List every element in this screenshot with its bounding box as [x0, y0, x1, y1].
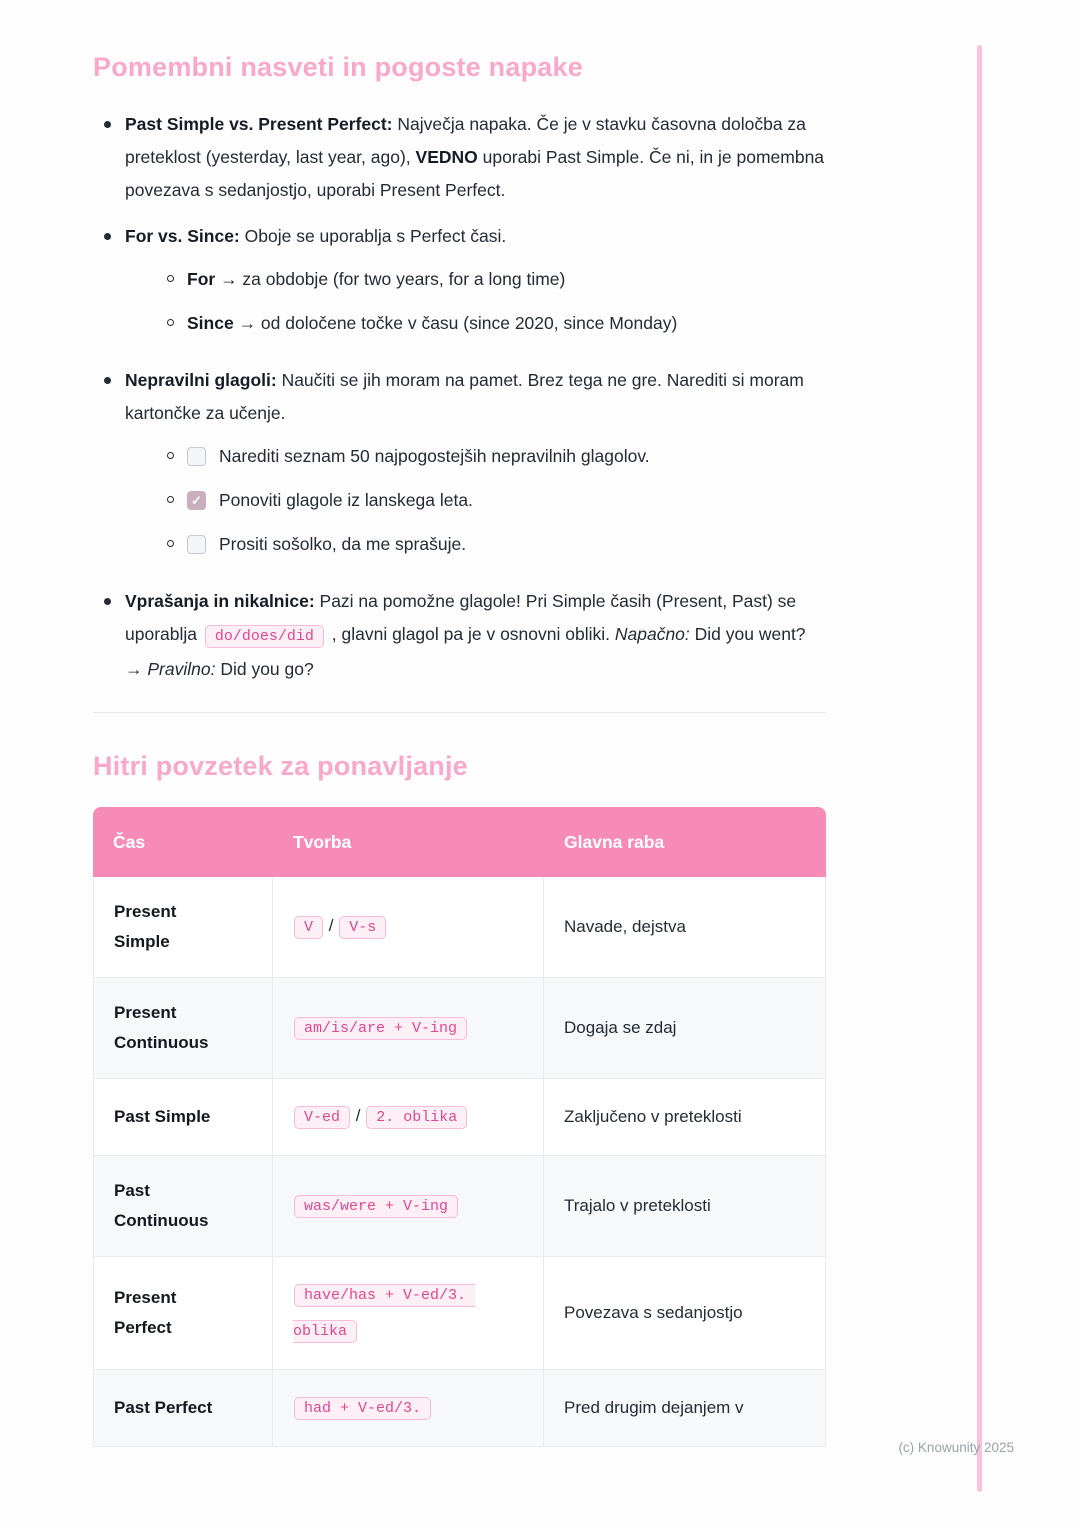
summary-table — [93, 807, 826, 1447]
bullet-disc-icon — [104, 121, 111, 128]
todo-checkbox[interactable] — [187, 535, 206, 554]
inline-code: V-s — [339, 916, 386, 939]
cell-form — [273, 877, 544, 978]
text-segment: Narediti seznam 50 najpogostejših nepravilnih glagolov. — [219, 446, 650, 466]
text-segment: Oboje se uporablja s Perfect časi. — [239, 226, 507, 246]
inline-code: do/does/did — [205, 625, 324, 648]
text-segment: For vs. Since: — [125, 226, 240, 246]
cell-usage: Dogaja se zdaj — [544, 978, 826, 1079]
todo-checkbox[interactable] — [187, 447, 206, 466]
text-segment: Ponoviti glagole iz lanskega leta. — [219, 490, 473, 510]
text-segment: Past Simple vs. Present Perfect: — [125, 114, 393, 134]
list-item-text — [125, 585, 826, 686]
list-item-text — [125, 108, 826, 207]
table-header-row — [93, 807, 826, 877]
sub-list-item — [157, 263, 826, 296]
table-row — [93, 1156, 826, 1257]
cell-tense: Present Continuous — [93, 978, 273, 1079]
list-item — [93, 585, 826, 686]
text-segment: Did you went? → — [125, 624, 806, 679]
section-title-summary: Hitri povzetek za ponavljanje — [93, 751, 468, 781]
text-segment: / — [324, 916, 339, 935]
inline-code: have/has + V-ed/3. oblika — [293, 1284, 475, 1343]
table-row — [93, 1079, 826, 1156]
section-divider — [93, 712, 826, 713]
text-segment: Prositi sošolko, da me sprašuje. — [219, 534, 467, 554]
bullet-circle-icon — [167, 275, 174, 282]
todo-item — [157, 484, 826, 517]
cell-tense: Past Perfect — [93, 1370, 273, 1447]
text-segment: Pazi na pomožne glagole! Pri Simple časih (Present, Past) se uporablja — [125, 591, 797, 644]
cell-tense: Present Perfect — [93, 1257, 273, 1370]
sub-list-item — [157, 307, 826, 340]
cell-usage: Trajalo v preteklosti — [544, 1156, 826, 1257]
bullet-disc-icon — [104, 377, 111, 384]
cell-form — [273, 1079, 544, 1156]
inline-code: 2. oblika — [366, 1106, 467, 1129]
bullet-circle-icon — [167, 319, 174, 326]
document-content — [93, 50, 826, 1447]
list-item-body — [125, 585, 826, 686]
todo-item — [157, 528, 826, 561]
text-segment: → za obdobje (for two years, for a long time) — [215, 269, 566, 289]
list-item-body — [125, 108, 826, 207]
todo-text — [219, 528, 826, 561]
cell-form — [273, 1370, 544, 1447]
summary-table-header — [93, 807, 826, 877]
cell-form — [273, 1156, 544, 1257]
tips-list — [93, 108, 826, 686]
text-segment: VEDNO — [415, 147, 478, 167]
bullet-disc-icon — [104, 233, 111, 240]
page-accent-line — [977, 45, 982, 1492]
inline-code: was/were + V-ing — [294, 1195, 458, 1218]
cell-form — [273, 978, 544, 1079]
todo-item — [157, 440, 826, 473]
section-title-tips: Pomembni nasveti in pogoste napake — [93, 52, 583, 82]
list-item — [93, 220, 826, 351]
column-header-glavna-raba: Glavna raba — [544, 807, 826, 877]
text-segment: Pravilno: — [147, 659, 216, 679]
text-segment: For — [187, 269, 216, 289]
cell-form — [273, 1257, 544, 1370]
bullet-circle-icon — [167, 496, 174, 503]
inline-code: am/is/are + V-ing — [294, 1017, 467, 1040]
text-segment: / — [351, 1106, 366, 1125]
cell-usage: Pred drugim dejanjem v — [544, 1370, 826, 1447]
inline-code: V — [294, 916, 323, 939]
sub-list — [157, 440, 826, 561]
cell-tense: Present Simple — [93, 877, 273, 978]
todo-text — [219, 484, 826, 517]
text-segment: uporabi Past Simple. Če ni, in je pomembna povezava s sedanjostjo, uporabi Present Perfect. — [125, 147, 825, 200]
text-segment: Did you go? — [215, 659, 314, 679]
bullet-circle-icon — [167, 452, 174, 459]
todo-text — [219, 440, 826, 473]
cell-usage: Zaključeno v preteklosti — [544, 1079, 826, 1156]
cell-tense: Past Simple — [93, 1079, 273, 1156]
text-segment: , glavni glagol pa je v osnovni obliki. — [326, 624, 615, 644]
text-segment: Naučiti se jih moram na pamet. Brez tega ne gre. Narediti si moram kartončke za učenje. — [125, 370, 804, 423]
inline-code: had + V-ed/3. — [294, 1397, 431, 1420]
column-header-tvorba: Tvorba — [273, 807, 544, 877]
list-item-text — [125, 364, 826, 430]
bullet-circle-icon — [167, 540, 174, 547]
table-row — [93, 978, 826, 1079]
sub-item-text — [187, 307, 826, 340]
text-segment: Nepravilni glagoli: — [125, 370, 277, 390]
copyright-credit: (c) Knowunity 2025 — [898, 1440, 1014, 1455]
list-item — [93, 108, 826, 207]
cell-usage: Povezava s sedanjostjo — [544, 1257, 826, 1370]
column-header-cas: Čas — [93, 807, 273, 877]
sub-item-text — [187, 263, 826, 296]
text-segment: Since — [187, 313, 234, 333]
list-item-body — [125, 220, 826, 351]
cell-tense: Past Continuous — [93, 1156, 273, 1257]
table-row — [93, 1257, 826, 1370]
list-item — [93, 364, 826, 572]
text-segment: Vprašanja in nikalnice: — [125, 591, 315, 611]
cell-usage: Navade, dejstva — [544, 877, 826, 978]
table-row — [93, 877, 826, 978]
list-item-body — [125, 364, 826, 572]
list-item-text — [125, 220, 826, 253]
summary-table-body — [93, 877, 826, 1447]
todo-checkbox-checked[interactable] — [187, 491, 206, 510]
text-segment: → od določene točke v času (since 2020, since Monday) — [233, 313, 678, 333]
inline-code: V-ed — [294, 1106, 350, 1129]
sub-list — [157, 263, 826, 340]
table-row — [93, 1370, 826, 1447]
text-segment: Napačno: — [614, 624, 690, 644]
text-segment: Največja napaka. Če je v stavku časovna določba za preteklost (yesterday, last year, ago), — [125, 114, 806, 167]
bullet-disc-icon — [104, 598, 111, 605]
